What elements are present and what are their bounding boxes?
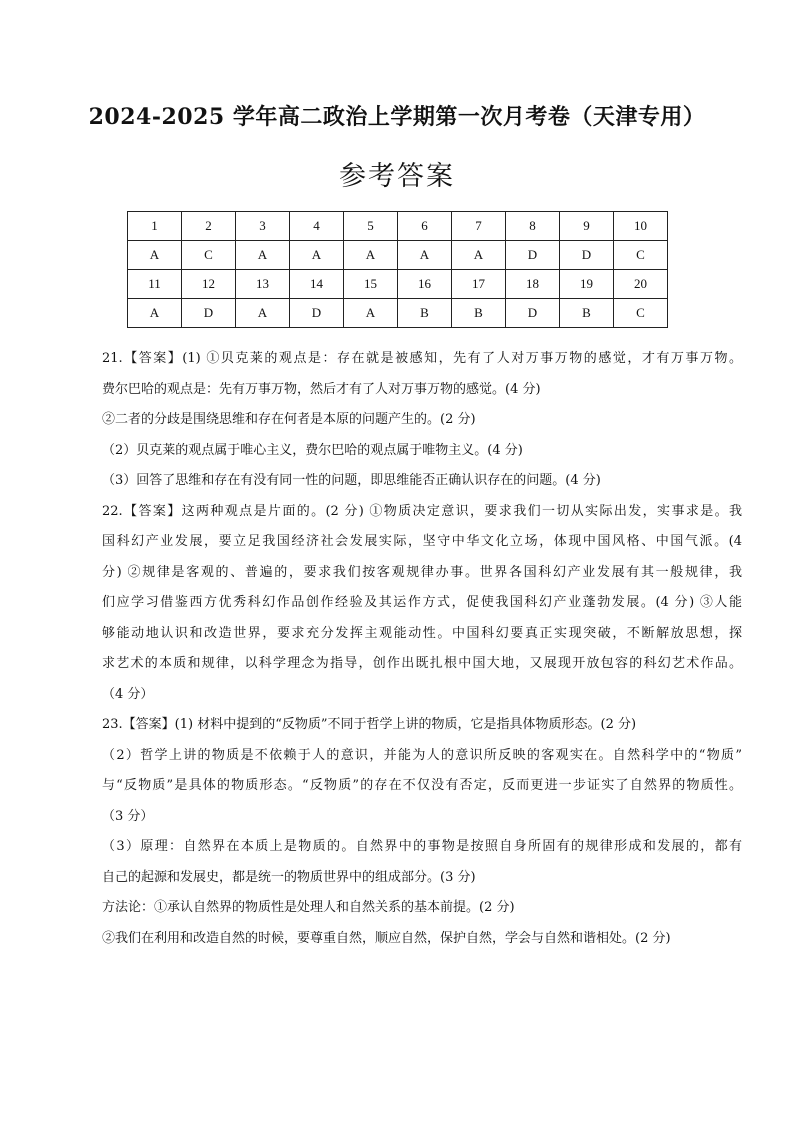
answer-text-line: （3）原理：自然界在本质上是物质的。自然界中的事物是按照自身所固有的规律形成和发展的，都有 (102, 839, 742, 854)
question-number-cell: 9 (560, 212, 614, 241)
question-number-cell: 11 (128, 270, 182, 299)
question-number-cell: 20 (614, 270, 668, 299)
question-number-cell: 5 (344, 212, 398, 241)
answer-cell: B (452, 299, 506, 328)
question-number-cell: 17 (452, 270, 506, 299)
answer-cell: C (182, 241, 236, 270)
answer-text-line: 们应学习借鉴西方优秀科幻作品创作经验及其运作方式，促使我国科幻产业蓬勃发展。(4 分) ③人能 (102, 595, 742, 610)
question-number-cell: 10 (614, 212, 668, 241)
question-number-cell: 7 (452, 212, 506, 241)
answer-cell: D (290, 299, 344, 328)
answer-text-line: 22.【答案】这两种观点是片面的。(2 分) ①物质决定意识，要求我们一切从实际出发，实事求是。我 (102, 503, 742, 519)
answer-cell: A (236, 241, 290, 270)
question-number-cell: 2 (182, 212, 236, 241)
answer-cell: A (128, 241, 182, 270)
answer-text-line: 与“反物质”是具体的物质形态。“反物质”的存在不仅没有否定，反而更进一步证实了自然界的物质性。 (102, 778, 742, 793)
answer-cell: B (398, 299, 452, 328)
question-number-cell: 18 (506, 270, 560, 299)
question-number-cell: 15 (344, 270, 398, 299)
answer-cell: A (344, 241, 398, 270)
question-number-cell: 1 (128, 212, 182, 241)
answer-text-line: （2）哲学上讲的物质是不依赖于人的意识，并能为人的意识所反映的客观实在。自然科学中的“物质” (102, 747, 742, 763)
answer-cell: A (398, 241, 452, 270)
question-number-cell: 19 (560, 270, 614, 299)
answer-text-line: （3 分） (102, 808, 154, 824)
answer-explanations (102, 344, 742, 954)
answer-text-line: 费尔巴哈的观点是：先有万事万物，然后才有了人对万事万物的感觉。(4 分) (102, 381, 541, 397)
question-number-cell: 12 (182, 270, 236, 299)
answer-cell: A (344, 299, 398, 328)
answer-text-line: （2）贝克莱的观点属于唯心主义，费尔巴哈的观点属于唯物主义。(4 分) (102, 442, 523, 458)
question-number-cell: 3 (236, 212, 290, 241)
answer-cell: D (506, 241, 560, 270)
answer-cell: D (560, 241, 614, 270)
question-number-row (128, 212, 668, 241)
question-number-cell: 13 (236, 270, 290, 299)
answer-text-line: 21.【答案】(1) ①贝克莱的观点是：存在就是被感知，先有了人对万事万物的感觉，才有万事万物。 (102, 351, 742, 366)
answer-cell: C (614, 241, 668, 270)
answer-text-line: 23.【答案】(1) 材料中提到的“反物质”不同于哲学上讲的物质，它是指具体物质形态。(2 分) (102, 717, 637, 732)
answer-row (128, 299, 668, 328)
answer-text-line: 自己的起源和发展史，都是统一的物质世界中的组成部分。(3 分) (102, 869, 476, 885)
question-number-cell: 4 (290, 212, 344, 241)
answer-cell: D (182, 299, 236, 328)
answer-cell: A (290, 241, 344, 270)
question-number-cell: 14 (290, 270, 344, 299)
answer-text-line: 国科幻产业发展，要立足我国经济社会发展实际，坚守中华文化立场，体现中国风格、中国气派。(4 (102, 534, 742, 549)
answer-row (128, 241, 668, 270)
answer-cell: D (506, 299, 560, 328)
answer-cell: A (128, 299, 182, 328)
answer-text-line: 求艺术的本质和规律，以科学理念为指导，创作出既扎根中国大地，又展现开放包容的科幻艺术作品。 (102, 656, 742, 671)
answer-cell: A (236, 299, 290, 328)
answer-text-line: ②我们在利用和改造自然的时候，要尊重自然，顺应自然，保护自然，学会与自然和谐相处。(2 分) (102, 930, 671, 946)
page-subtitle: 参考答案 (339, 161, 455, 192)
answer-text-line: 分) ②规律是客观的、普遍的，要求我们按客观规律办事。世界各国科幻产业发展有其一般规律，我 (102, 564, 742, 580)
question-number-cell: 6 (398, 212, 452, 241)
answer-text-line: （3）回答了思维和存在有没有同一性的问题，即思维能否正确认识存在的问题。(4 分) (102, 473, 601, 488)
answer-cell: A (452, 241, 506, 270)
answer-text-line: ②二者的分歧是围绕思维和存在何者是本原的问题产生的。(2 分) (102, 412, 476, 427)
question-number-cell: 8 (506, 212, 560, 241)
answer-text-line: （4 分） (102, 686, 154, 702)
answer-cell: C (614, 299, 668, 328)
question-number-row (128, 270, 668, 299)
answer-text-line: 方法论：①承认自然界的物质性是处理人和自然关系的基本前提。(2 分) (102, 900, 515, 915)
question-number-cell: 16 (398, 270, 452, 299)
page-title: 2024-2025 学年高二政治上学期第一次月考卷（天津专用） (88, 104, 706, 130)
answer-cell: B (560, 299, 614, 328)
answer-table (127, 211, 668, 328)
answer-text-line: 够能动地认识和改造世界，要求充分发挥主观能动性。中国科幻要真正实现突破，不断解放思想，探 (102, 625, 742, 641)
